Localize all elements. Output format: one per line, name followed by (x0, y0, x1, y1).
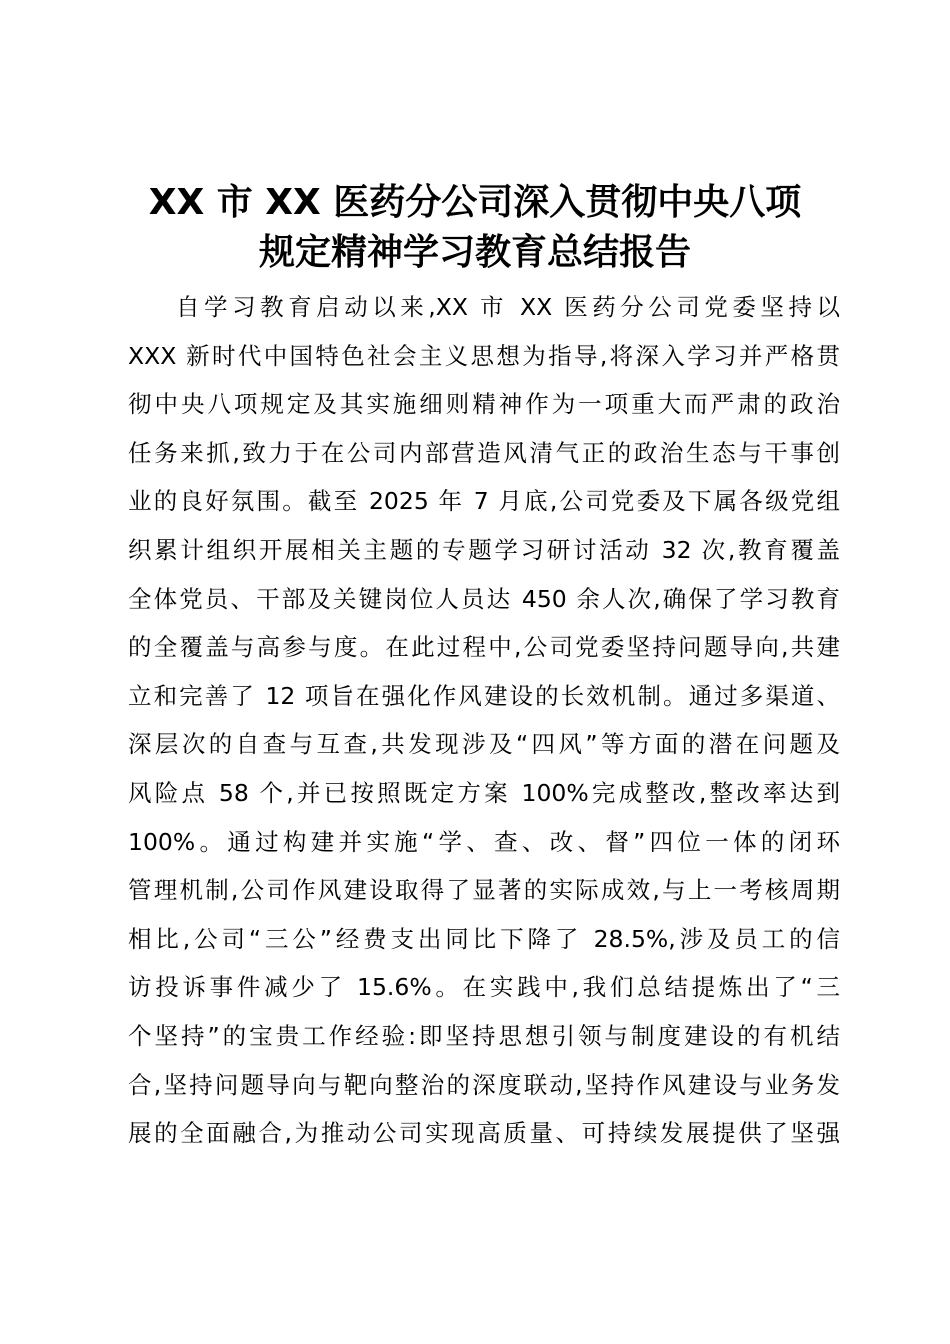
title-line: 规定精神学习教育总结报告 (258, 232, 691, 273)
body-line: 相比,公司“三公”经费支出同比下降了 28.5%,涉及员工的信 (128, 924, 840, 953)
body-line: 的全覆盖与高参与度。在此过程中,公司党委坚持问题导向,共建 (128, 633, 840, 662)
body-line: 访投诉事件减少了 15.6%。在实践中,我们总结提炼出了“三 (128, 973, 840, 1002)
title-line: XX 市 XX 医药分公司深入贯彻中央八项 (148, 182, 802, 223)
body-line: 展的全面融合,为推动公司实现高质量、可持续发展提供了坚强 (128, 1119, 840, 1148)
body-line: 个坚持”的宝贵工作经验:即坚持思想引领与制度建设的有机结 (128, 1021, 840, 1050)
body-line: 深层次的自查与互查,共发现涉及“四风”等方面的潜在问题及 (128, 730, 840, 759)
document-body (128, 283, 840, 1158)
body-line: 管理机制,公司作风建设取得了显著的实际成效,与上一考核周期 (128, 876, 840, 905)
body-line: 立和完善了 12 项旨在强化作风建设的长效机制。通过多渠道、 (128, 681, 840, 710)
body-line: 全体党员、干部及关键岗位人员达 450 余人次,确保了学习教育 (128, 584, 840, 613)
document-title (112, 178, 838, 278)
body-line: 合,坚持问题导向与靶向整治的深度联动,坚持作风建设与业务发 (128, 1070, 840, 1099)
body-line: 100%。通过构建并实施“学、查、改、督”四位一体的闭环 (128, 827, 840, 856)
body-line: 自学习教育启动以来,XX 市 XX 医药分公司党委坚持以 (176, 293, 840, 321)
body-line: 业的良好氛围。截至 2025 年 7 月底,公司党委及下属各级党组 (128, 487, 840, 516)
body-line: 彻中央八项规定及其实施细则精神作为一项重大而严肃的政治 (128, 390, 840, 419)
body-line: 织累计组织开展相关主题的专题学习研讨活动 32 次,教育覆盖 (128, 535, 840, 564)
body-line: 风险点 58 个,并已按照既定方案 100%完成整改,整改率达到 (128, 778, 840, 807)
body-line: 任务来抓,致力于在公司内部营造风清气正的政治生态与干事创 (128, 438, 840, 467)
body-line: XXX 新时代中国特色社会主义思想为指导,将深入学习并严格贯 (128, 341, 840, 370)
